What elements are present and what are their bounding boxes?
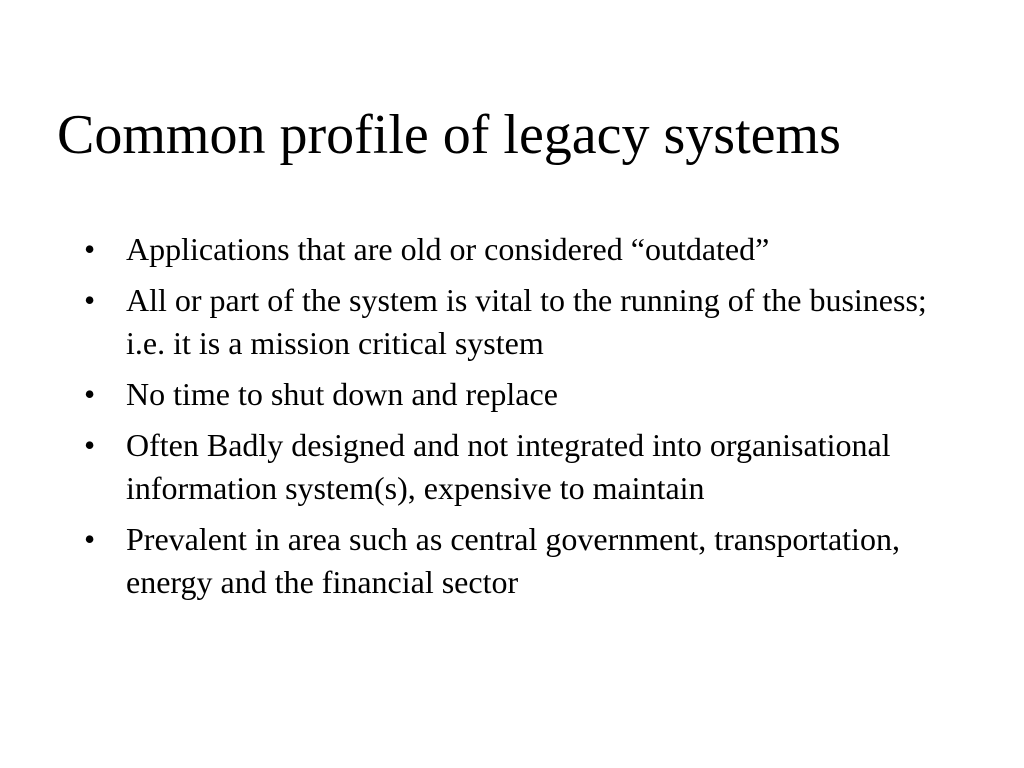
bullet-item [84,228,964,271]
bullet-list [84,228,964,612]
bullet-text: Prevalent in area such as central government, transportation, energy and the financial sector [126,521,900,600]
bullet-item [84,279,964,365]
bullet-icon: • [84,427,96,463]
bullet-icon: • [84,376,96,412]
bullet-text: No time to shut down and replace [126,376,558,412]
slide-title: Common profile of legacy systems [57,104,841,166]
bullet-icon: • [84,282,96,318]
bullet-item [84,373,964,416]
bullet-text: All or part of the system is vital to the running of the business; i.e. it is a mission critical system [126,282,927,361]
bullet-text: Applications that are old or considered “outdated” [126,231,770,267]
bullet-icon: • [84,231,96,267]
bullet-item [84,518,964,604]
bullet-icon: • [84,521,96,557]
bullet-text: Often Badly designed and not integrated into organisational information system(s), expensive to maintain [126,427,891,506]
bullet-item [84,424,964,510]
